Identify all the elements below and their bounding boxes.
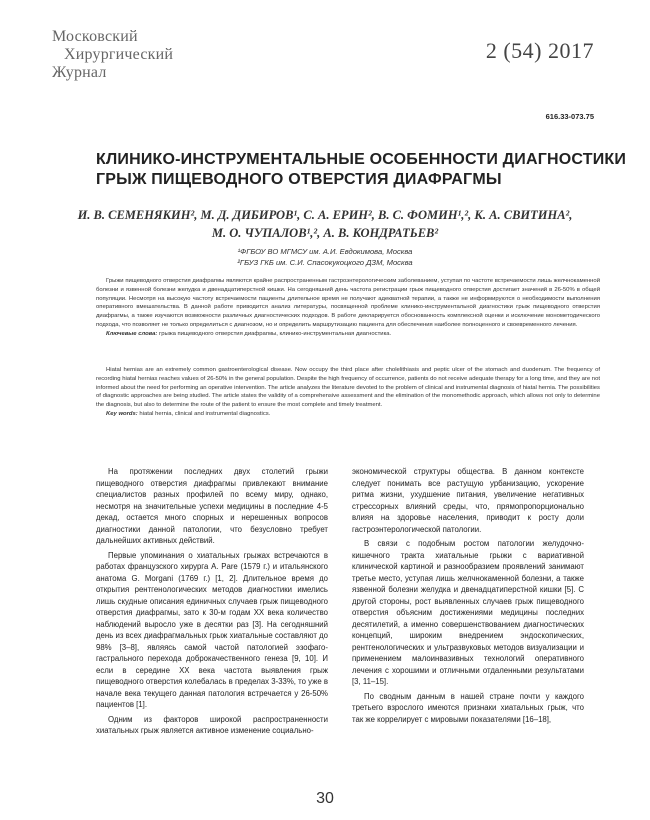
body-paragraph: экономической структуры общества. В данном контексте следует понимать все растущую урбанизацию, ускорение ритма жизни, ухудшение питания, увеличение негативных стрессорных влияний среды, что, прямопропорционально влияя на здоровье населения, приводит к росту доли гастроэнтерологической патологии. — [352, 467, 584, 534]
keywords-en-label: Key words: — [106, 410, 138, 417]
authors-line: М. О. ЧУПАЛОВ¹,², А. В. КОНДРАТЬЕВ² — [211, 226, 439, 240]
body-paragraph: По сводным данным в нашей стране почти у каждого третьего взрослого имеются признаки хиатальных грыж, что так же коррелирует с мировыми показателями [16–18], — [352, 691, 584, 724]
abstract-en-text: Hiatal hernias are an extremely common gastroenterological disease. Now occupy the third place after cholelithiasis and peptic ulcer of the stomach and duodenum. The frequency of recording hiatal hernias reaches values of 26-50% in the general population. Despite the high frequency of occurrence, patients do not receive adequate therapy for a long time, and they are not informed about the need for performing an operative intervention. The article analyzes the literature devoted to the problem of clinical and instrumental diagnosis of hiatal hernia. The possibilities of diagnostic approaches are being studied. The article states the validity of a comprehensive assessment and the elimination of the monomethodic approach, which allows not only to determine the diagnosis, but also to determine the route of the patient to ensure the most complete and timely treatment. — [96, 367, 600, 409]
udc-code: 616.33-073.75 — [545, 112, 594, 121]
journal-name-line2: Хирургический — [64, 46, 174, 63]
abstract-ru-text: Грыжи пищеводного отверстия диафрагмы являются крайне распространенным гастроэнтерологическим заболеванием, уступая по частоте встречаемости лишь желчнокаменной болезни и язвенной болезни желудка и двенадцатиперстной кишки. На сегодняшний день частота регистрации грыж пищеводного отверстия достигает значений в 26-50% в общей популяции. Несмотря на высокую частоту встречаемости пациенты длительное время не получают адекватной терапии, а также не информируются о необходимости выполнения оперативного вмешательства. В данной работе приводится анализ литературы, посвященной проблеме клинико-инструментальной диагностики грыж пищеводного отверстия диафрагмы, а также изучаются возможности различных диагностических подходов. В работе декларируется обоснованность комплексной оценки и исключение монометодического подхода, что позволяет не только определиться с диагнозом, но и определить маршрутизацию пациента для обеспечения наиболее полноценного и своевременного лечения. — [96, 278, 600, 328]
body-column-left — [96, 466, 328, 737]
abstract-ru — [96, 277, 600, 339]
keywords-ru — [96, 330, 600, 339]
keywords-ru-label: Ключевые слова: — [106, 330, 158, 337]
body-paragraph: На протяжении последних двух столетий грыжи пищеводного отверстия диафрагмы привлекают внимание специалистов разных профилей по всему миру, однако, несмотря на значительные успехи медицины в последние 4-5 декад, остается много спорных и нерешенных вопросов диагностики данной патологии, что безусловно требует дальнейших активных действий. — [96, 467, 328, 545]
body-column-right — [352, 466, 584, 725]
abstract-en — [96, 366, 600, 419]
affiliation-item: ¹ФГБОУ ВО МГМСУ им. А.И. Евдокимова, Москва — [237, 247, 413, 256]
journal-name-line3: Журнал — [52, 64, 107, 81]
page-number: 30 — [316, 790, 334, 807]
journal-logo — [52, 24, 222, 86]
authors-line: И. В. СЕМЕНЯКИН², М. Д. ДИБИРОВ¹, С. А. ЕРИН², В. С. ФОМИН¹,², К. А. СВИТИНА², — [77, 208, 573, 222]
body-paragraph: В связи с подобным ростом патологии желудочно-кишечного тракта хиатальные грыжи с вариативной клинической картиной и разнообразием проявлений занимают третье место, уступая лишь желчнокаменной болезни, а также язвенной болезни желудка и двенадцатиперстной кишки [5]. С другой стороны, рост выявленных случаев грыж пищеводного отверстия объясним достижениями медицины последних десятилетий, а именно совершенствованием диагностических концепций, широким внедрением эндоскопических, рентгенологических и ультразвуковых методов визуализации и применением малоинвазивных технологий оперативного лечения с хорошими и отличными отдаленными результатами [3, 11–15]. — [352, 539, 584, 686]
body-paragraph: Первые упоминания о хиатальных грыжах встречаются в работах французского хирурга A. Pare (1579 г.) и итальянского анатома G. Morgani (1769 г.) [1, 2]. Длительное время до открытия рентгенологических методов диагностики имелись лишь скудные описания единичных случаев грыж пищеводного отверстия диафрагмы, зато к 30-м годам XX века количество наблюдений выросло уже в десятки раз [3]. На сегодняшний день из всех диафрагмальных грыж хиатальные составляют до 98% [3–8], являясь самой частой патологией эзофаго-гастрального перехода доброкачественного генеза [9, 10]. И если в середине XX века частота выявления грыж пищеводного отверстия колебалась в пределах 3-33%, то уже в начале века текущего данная патология встречается у 26-50% пациентов [1]. — [96, 550, 328, 709]
body-paragraph: Одним из факторов широкой распространенности хиатальных грыж является активное изменение социально- — [96, 714, 328, 735]
authors — [60, 206, 590, 242]
keywords-en — [96, 410, 600, 419]
title-line: ГРЫЖ ПИЩЕВОДНОГО ОТВЕРСТИЯ ДИАФРАГМЫ — [96, 171, 502, 188]
keywords-en-text: hiatal hernia, clinical and instrumental diagnostics. — [139, 410, 271, 417]
issue-number: 2 (54) 2017 — [485, 38, 594, 63]
keywords-ru-text: грыжа пищеводного отверстия диафрагмы, клинико-инструментальная диагностика. — [159, 330, 392, 337]
affiliation-item: ²ГБУЗ ГКБ им. С.И. Спасокукоцкого ДЗМ, Москва — [237, 258, 413, 267]
journal-name-line1: Московский — [52, 28, 138, 45]
title-line: КЛИНИКО-ИНСТРУМЕНТАЛЬНЫЕ ОСОБЕННОСТИ ДИАГНОСТИКИ — [96, 151, 627, 168]
affiliations — [60, 246, 590, 268]
article-title — [96, 150, 627, 190]
